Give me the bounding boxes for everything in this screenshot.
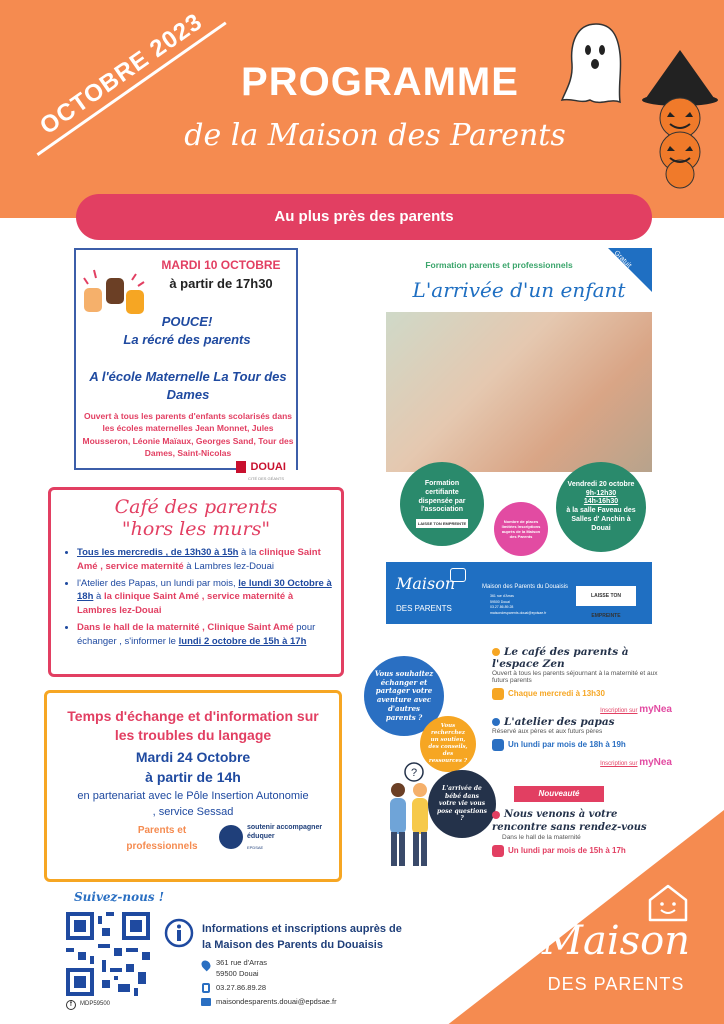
footer-brand1: Maison xyxy=(542,918,690,964)
nouveau-desc: Dans le hall de la maternité xyxy=(502,834,581,841)
douai-logo xyxy=(236,458,296,481)
poster-circle-formation: Formation certifiante dispensée par l'association LAISSE TON EMPREINTE xyxy=(400,462,484,546)
event1-name: POUCE! xyxy=(161,314,213,329)
bar-brand2: DES PARENTS xyxy=(396,604,452,613)
phone-icon xyxy=(202,983,210,993)
nouveau-title: Nous venons à votre rencontre sans rendez-vous xyxy=(492,809,647,833)
cafe-item-1: • Tous les mercredis , de 13h30 à 15h à la clinique Saint Amé , service maternité à Lambres lez-Douai xyxy=(77,546,335,574)
papas-insc[interactable]: Inscription sur xyxy=(600,761,638,767)
papas-brand: myNea xyxy=(639,757,672,768)
bubble-bebe: L'arrivée de bébé dans votre vie vous pose questions ? xyxy=(428,770,496,838)
bubble-echanger: Vous souhaitez échanger et partager votre aventure avec d'autres parents ? xyxy=(364,656,444,736)
hands-photo xyxy=(386,312,652,472)
month-label: OCTOBRE 2023 xyxy=(19,0,226,156)
langage-time: à partir de 14h xyxy=(145,769,241,785)
sessad-logo-icon xyxy=(219,825,243,849)
house-smile-icon xyxy=(450,568,466,582)
papas-title: L'atelier des papas xyxy=(504,716,615,728)
langage-partner: en partenariat avec le Pôle Insertion Autonomie , service Sessad xyxy=(77,790,309,818)
cafe-title2: "hors les murs" xyxy=(121,518,271,540)
info-text: Informations et inscriptions auprès de la Maison des Parents du Douaisis xyxy=(202,923,402,951)
page-subtitle: de la Maison des Parents xyxy=(184,118,566,153)
address-line2: 59500 Douai xyxy=(216,968,259,978)
event1-name2: La récré des parents xyxy=(123,332,251,347)
langage-box xyxy=(44,690,342,882)
cafe-hors-murs-box xyxy=(48,487,344,677)
cafe-item-3: • Dans le hall de la maternité , Clinique Saint Amé pour échanger , s'informer le lundi 2 octobre de 15h à 17h xyxy=(77,621,335,649)
douai-logo-sub: CITÉ DES GÉANTS xyxy=(248,476,285,481)
email[interactable]: maisondesparents.douai@epdsae.fr xyxy=(216,997,337,1006)
poster-title: L'arrivée d'un enfant xyxy=(412,278,626,302)
papas-desc: Réservé aux pères et aux futurs pères xyxy=(492,728,603,735)
sessad-logo-sub: EPDSAE xyxy=(247,845,264,850)
couple-illustration xyxy=(380,760,444,870)
poster-circle-date: Vendredi 20 octobre 9h-12h30 14h-16h30 à la salle Faveau des Salles d' Anchin à Douai xyxy=(556,462,646,552)
papas-when: Un lundi par mois de 18h à 19h xyxy=(508,740,626,750)
zen-desc: Ouvert à tous les parents séjournant à la maternité et aux futurs parents xyxy=(492,670,658,684)
facebook-icon[interactable]: f xyxy=(66,1000,76,1010)
zen-insc[interactable]: Inscription sur xyxy=(600,708,638,714)
zen-brand: myNea xyxy=(639,704,672,715)
event1-desc: Ouvert à tous les parents d'enfants scolarisés dans les écoles maternelles Jean Monnet, Jules Mousseron, Léonie Maïaux, Georges Sand, Tour des Dames, Saint-Nicolas xyxy=(82,411,294,458)
follow-label: Suivez-nous ! xyxy=(74,890,165,904)
douai-logo-text: DOUAI xyxy=(250,460,286,473)
espace-zen-block xyxy=(492,646,672,715)
fb-handle: MDP59500 xyxy=(80,1001,111,1007)
svg-text:?: ? xyxy=(411,767,418,779)
footer-brand2: DES PARENTS xyxy=(547,974,685,994)
bar-brand1: Maison xyxy=(396,574,456,593)
info-icon xyxy=(164,918,194,948)
cafe-item-2: • l'Atelier des Papas, un lundi par mois, le lundi 30 Octobre à 18h à la clinique Saint Amé , service maternité à Lambres lez-Douai xyxy=(77,577,335,618)
poster-circle-places: Nombre de places limitées Inscriptions auprès de la Maison des Parents xyxy=(494,502,548,556)
nouveaute-block xyxy=(492,808,652,857)
sessad-logo-text: soutenir accompagner éduquer xyxy=(247,824,323,841)
event1-time: à partir de 17h30 xyxy=(169,276,273,291)
nouveaute-badge: Nouveauté xyxy=(514,786,604,802)
cafe-list xyxy=(69,546,335,648)
bar-lines: 361 rue d'Arras 59500 Douai 03.27.86.89.28 maisondesparents.douai@epdsae.fr xyxy=(490,594,547,615)
ghost-icon xyxy=(560,20,632,108)
mail-icon xyxy=(201,998,211,1006)
langage-audience: Parents et professionnels xyxy=(126,825,198,852)
bar-title: Maison des Parents du Douaisis xyxy=(482,584,569,590)
address xyxy=(216,958,267,979)
langage-date: Mardi 24 Octobre xyxy=(135,749,251,765)
atelier-papas-block xyxy=(492,716,672,768)
bubble-soutien: Vous recherchez un soutien, des conseils, des ressources ? xyxy=(420,716,476,772)
zen-title: Le café des parents à l'espace Zen xyxy=(492,646,629,670)
address-line1: 361 rue d'Arras xyxy=(216,958,268,967)
poster-header: Formation parents et professionnels xyxy=(425,260,573,270)
bar-logo: LAISSE TON EMPREINTE xyxy=(576,586,636,606)
location-icon xyxy=(200,959,213,972)
qr-code-icon[interactable] xyxy=(66,912,150,996)
banner: Au plus près des parents xyxy=(76,194,652,240)
poster-badge: Gratuit xyxy=(612,249,633,270)
phone[interactable]: 03.27.86.89.28 xyxy=(216,983,267,992)
langage-title: Temps d'échange et d'information sur les troubles du langage xyxy=(67,708,319,743)
thumbs-up-icon xyxy=(80,264,150,318)
maison-contact-bar xyxy=(386,562,652,624)
nouveau-when: Un lundi par mois de 15h à 17h xyxy=(508,846,626,856)
event1-place: A l'école Maternelle La Tour des Dames xyxy=(89,369,287,402)
event1-date: MARDI 10 OCTOBRE xyxy=(161,258,281,272)
cafe-title1: Café des parents xyxy=(114,496,278,518)
zen-when: Chaque mercredi à 13h30 xyxy=(508,689,605,699)
page-title: PROGRAMME xyxy=(241,60,519,104)
event-pouce-box xyxy=(74,248,298,481)
pumpkin-icon xyxy=(640,48,720,190)
